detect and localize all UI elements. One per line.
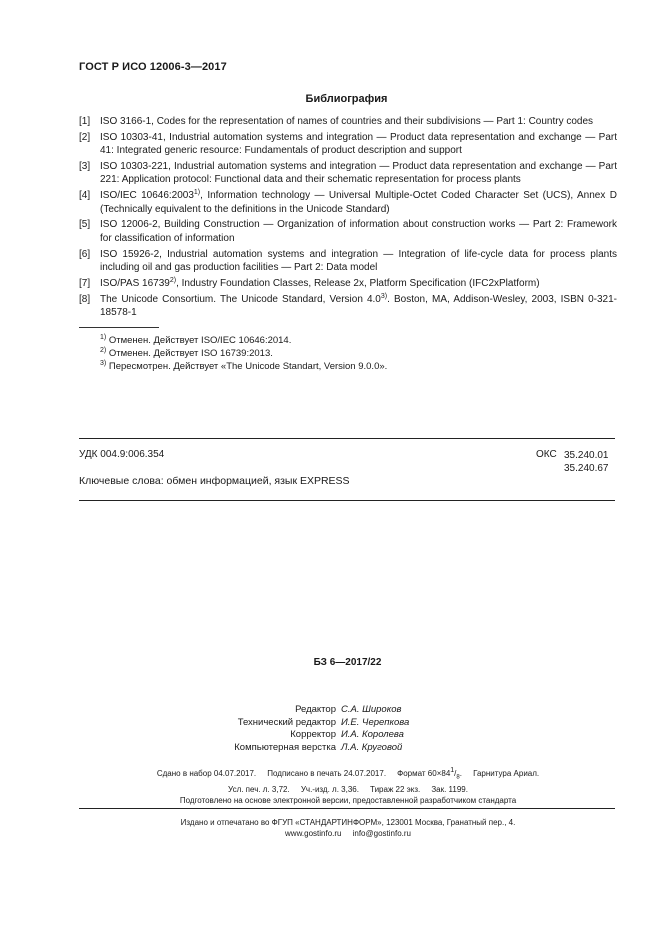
reference-number: [6] (79, 248, 91, 260)
publisher-info: Издано и отпечатано во ФГУП «СТАНДАРТИНФОРМ», 123001 Москва, Гранатный пер., 4. www.gostinfo.ru info@gostinfo.ru (180, 818, 516, 838)
reference-number: [2] (79, 131, 91, 143)
reference-text: ISO 12006-2, Building Construction — Organization of information about construction works — Part 2: Framework for classification of information (100, 219, 617, 244)
divider-top (79, 438, 615, 439)
footnote: $^{1)}$ Отменен. Действует ISO/IEC 10646:2014. (100, 334, 292, 346)
footnote-list (100, 334, 387, 373)
reference-text: ISO/PAS 16739$^{2)}$, Industry Foundation Classes, Release 2x, Platform Specification (IFC2xPlatform) (100, 276, 540, 289)
oks-label: ОКС (536, 449, 557, 460)
reference-text: ISO 3166-1, Codes for the representation of names of countries and their subdivisions — Part 1: Country codes (100, 116, 594, 127)
reference-item (79, 160, 617, 187)
reference-text: ISO 10303-41, Industrial automation systems and integration — Product data representation and exchange — Part 41: Integrated generic resource: Fundamentals of product description and support (100, 131, 617, 157)
footnote-marker: 1) (193, 189, 201, 197)
standard-header: ГОСТ Р ИСО 12006-3—2017 (79, 61, 227, 73)
divider-imprint (79, 808, 615, 809)
footnote-marker: 2) (169, 276, 177, 284)
reference-number: [5] (79, 219, 91, 231)
reference-number: [4] (79, 190, 91, 202)
credit-row: Технический редактор И.Е. Черепкова (237, 716, 410, 728)
reference-text: ISO/IEC 10646:2003$^{1)}$, Information technology — Universal Multiple-Octet Coded Character Set (UCS), Annex D (Technically equivalent to the definitions in the Unicode Standard) (100, 189, 617, 215)
reference-item (79, 131, 617, 158)
reference-item (79, 189, 617, 216)
print-details: Сдано в набор 04.07.2017. Подписано в печать 24.07.2017. Формат $60\times 84^1/_8$. Гарнитура Ариал. Усл. печ. л. 3,72. Уч.-изд. л. 3,36. Тираж 22 экз. Зак. 1199. Подготовлено на основе электронной версии, предоставленной разработчиком стандарта (156, 767, 540, 805)
reference-text: ISO 15926-2, Industrial automation systems and integration — Integration of life-cycle data for process plants including oil and gas production facilities — Part 2: Data model (100, 248, 617, 273)
footnote-marker: 3) (380, 292, 388, 300)
reference-item (79, 293, 617, 320)
credits (200, 704, 500, 754)
reference-number: [7] (79, 277, 91, 289)
bibliography-title: Библиография (305, 93, 388, 105)
oks-codes: 35.240.01 35.240.67 (564, 450, 609, 474)
footnote: $^{3)}$ Пересмотрен. Действует «The Unicode Standart, Version 9.0.0». (100, 360, 388, 372)
reference-number: [1] (79, 116, 91, 127)
reference-item (79, 277, 617, 290)
credit-row: Компьютерная верстка Л.А. Круговой (234, 741, 403, 753)
keywords: Ключевые слова: обмен информацией, язык EXPRESS (79, 475, 350, 487)
reference-number: [3] (79, 161, 91, 173)
reference-number: [8] (79, 293, 91, 305)
reference-text: ISO 10303-221, Industrial automation systems and integration — Product data representation and exchange — Part 221: Application protocol: Functional data and their schematic representation for process plants (100, 161, 617, 186)
credit-row: Редактор С.А. Широков (295, 704, 402, 715)
divider-bottom (79, 500, 615, 501)
footnote-separator (79, 327, 159, 328)
reference-item (79, 115, 617, 128)
reference-list (79, 115, 617, 322)
credit-row: Корректор И.А. Королева (290, 729, 404, 741)
reference-item (79, 248, 617, 275)
bz-number: БЗ 6—2017/22 (313, 657, 382, 668)
reference-text: The Unicode Consortium. The Unicode Standard, Version 4.0$^{3)}$. Boston, MA, Addison-Wesley, 2003, ISBN 0-321-18578-1 (100, 292, 617, 319)
reference-item (79, 218, 617, 245)
footnote: $^{2)}$ Отменен. Действует ISO 16739:2013. (100, 347, 273, 359)
udk-code: УДК 004.9:006.354 (79, 449, 165, 460)
